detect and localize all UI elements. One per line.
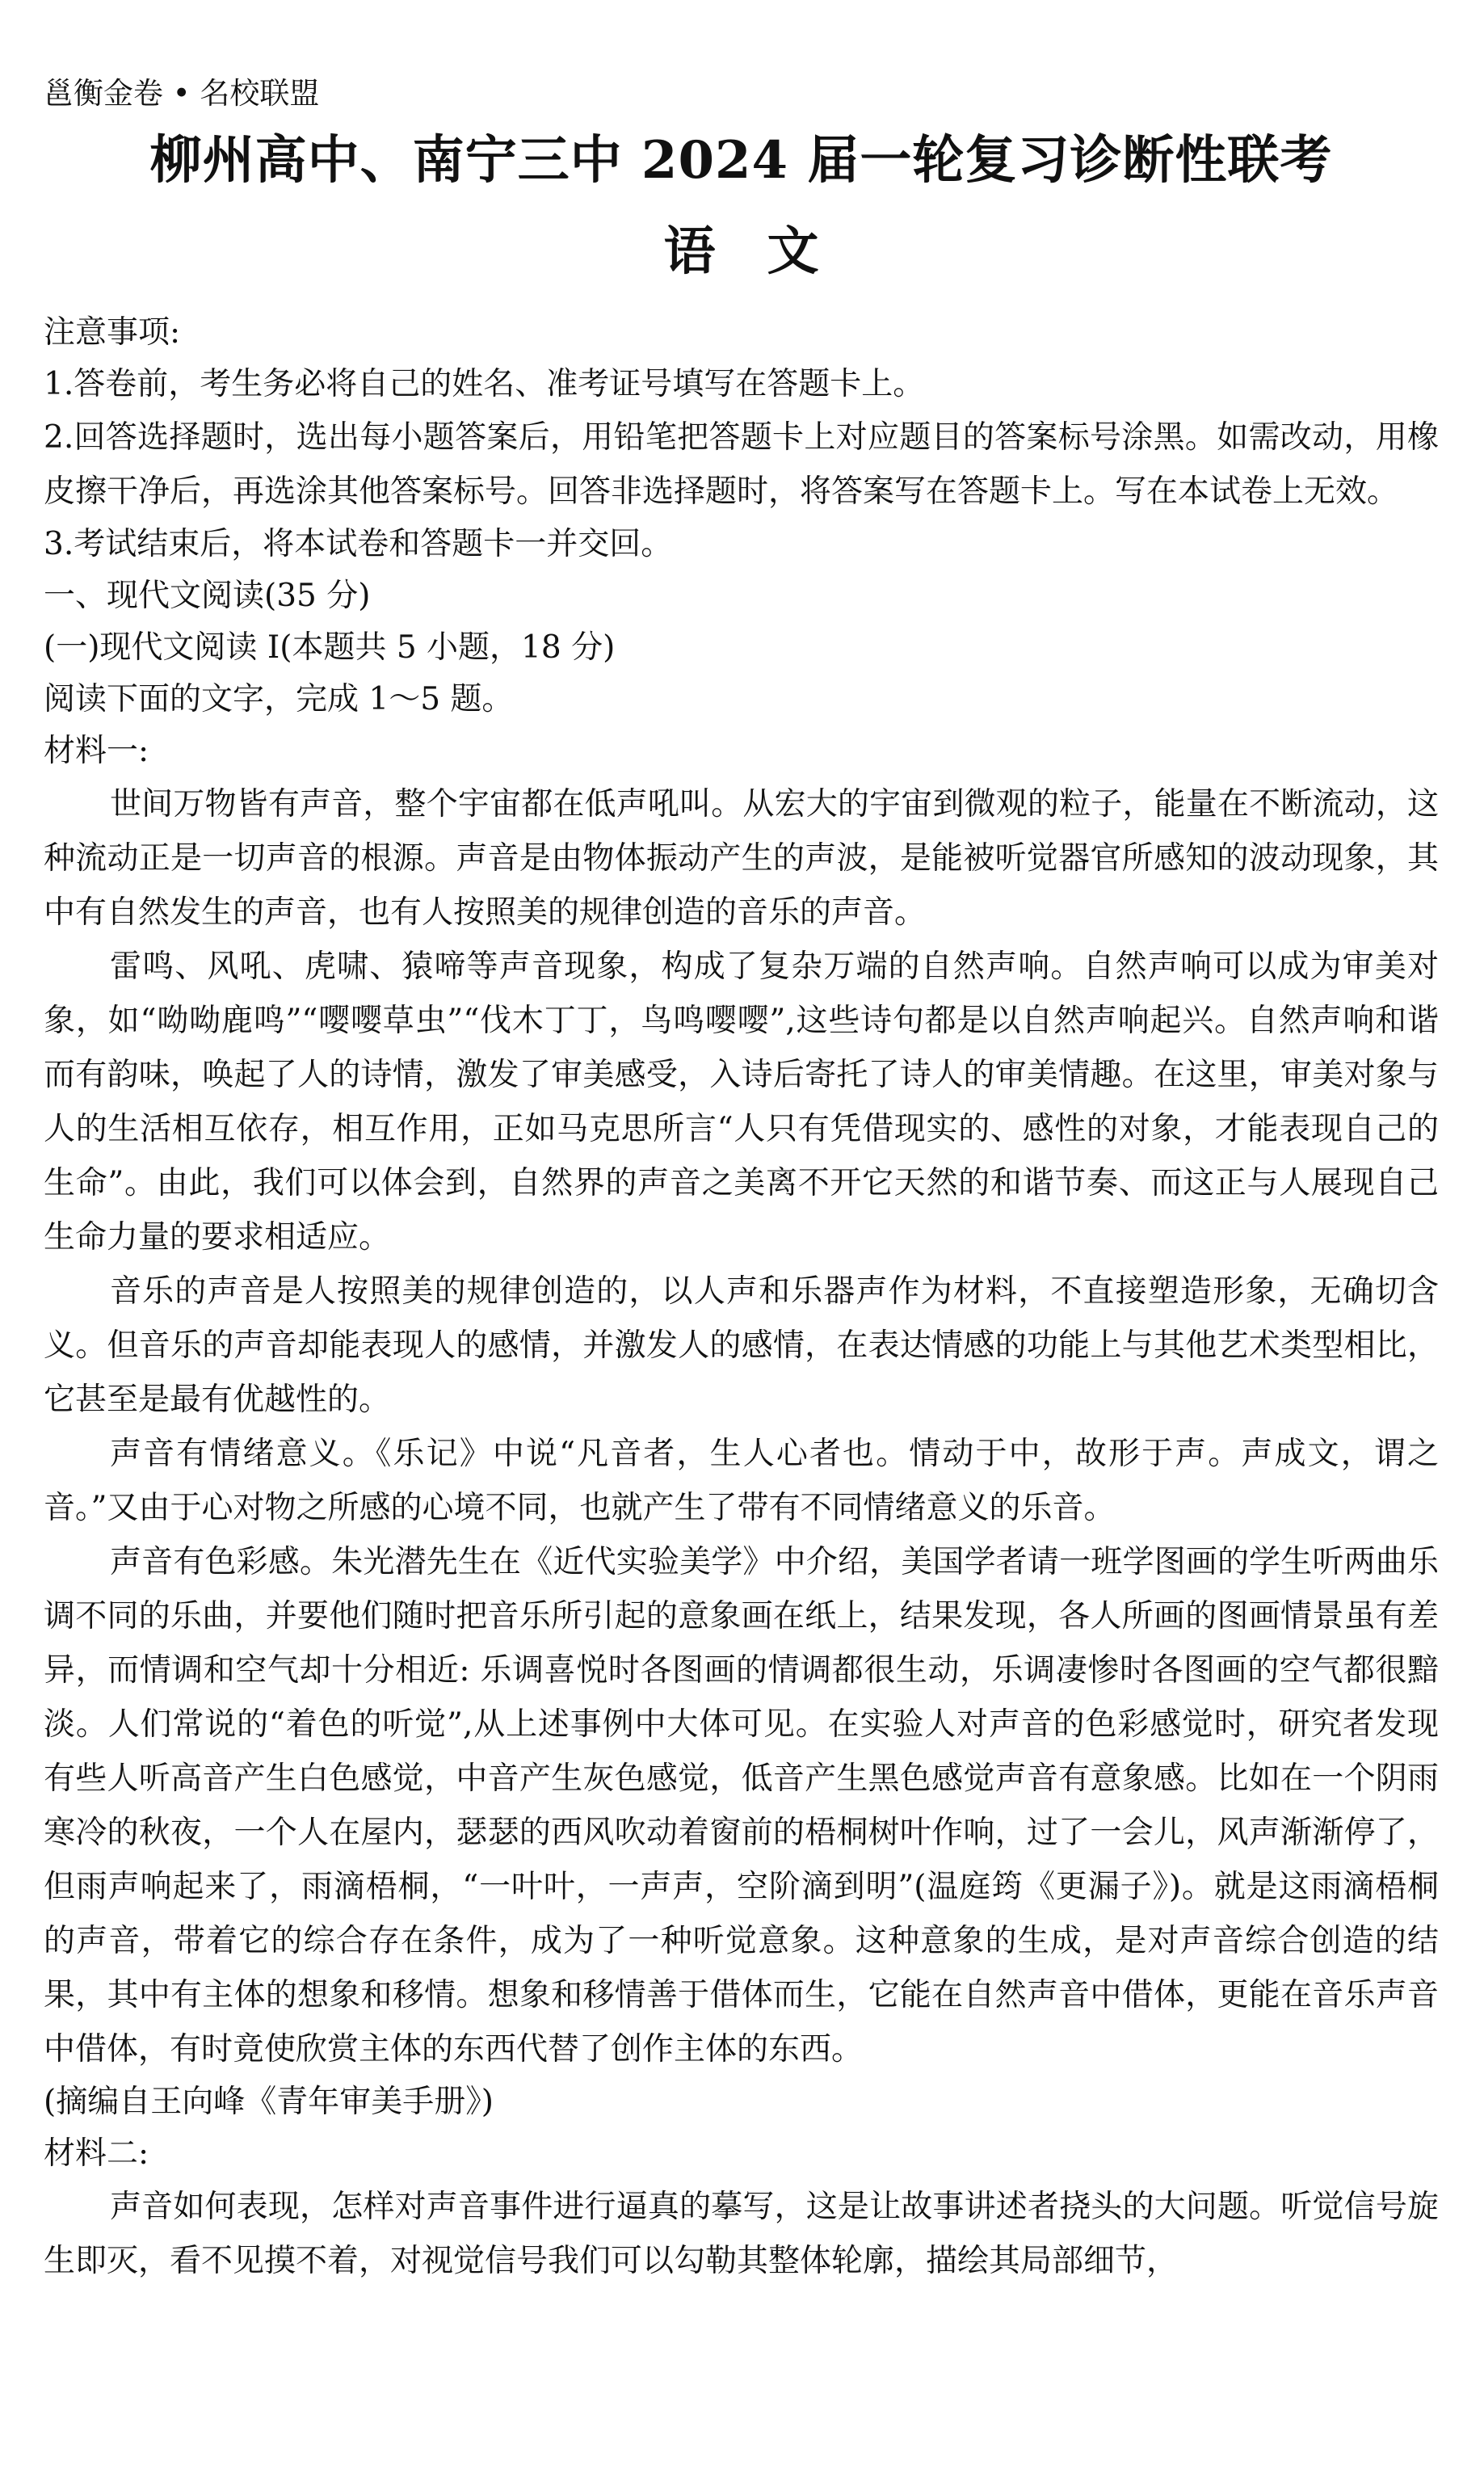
section-instruction: 阅读下面的文字，完成 1～5 题。 bbox=[44, 681, 514, 717]
material-1-paragraph: 音乐的声音是人按照美的规律创造的，以人声和乐器声作为材料，不直接塑造形象，无确切含义。但音乐的声音却能表现人的感情，并激发人的感情，在表达情感的功能上与其他艺术类型相比，它甚至是最有优越性的。 bbox=[44, 1273, 1439, 1418]
series-label: 邕衡金卷 • 名校联盟 bbox=[44, 76, 320, 111]
material-1-source: (摘编自王向峰《青年审美手册》) bbox=[44, 2084, 494, 2120]
material-1-paragraph: 世间万物皆有声音，整个宇宙都在低声吼叫。从宏大的宇宙到微观的粒子，能量在不断流动，这种流动正是一切声音的根源。声音是由物体振动产生的声波，是能被听觉器官所感知的波动现象，其中有自然发生的声音，也有人按照美的规律创造的音乐的声音。 bbox=[44, 786, 1439, 931]
material-2-label: 材料二: bbox=[44, 2135, 149, 2172]
material-1-paragraph: 声音有情绪意义。《乐记》中说“凡音者，生人心者也。情动于中，故形于声。声成文，谓之音。”又由于心对物之所感的心境不同，也就产生了带有不同情绪意义的乐音。 bbox=[44, 1436, 1439, 1526]
material-2-paragraph: 声音如何表现，怎样对声音事件进行逼真的摹写，这是让故事讲述者挠头的大问题。听觉信号旋生即灭，看不见摸不着，对视觉信号我们可以勾勒其整体轮廓，描绘其局部细节， bbox=[44, 2189, 1439, 2279]
material-1-paragraph: 雷鸣、风吼、虎啸、猿啼等声音现象，构成了复杂万端的自然声响。自然声响可以成为审美对象，如“呦呦鹿鸣”“嘤嘤草虫”“伐木丁丁，鸟鸣嘤嘤”,这些诗句都是以自然声响起兴。自然声响和谐而有韵味，唤起了人的诗情，激发了审美感受，入诗后寄托了诗人的审美情趣。在这里，审美对象与人的生活相互依存，相互作用，正如马克思所言“人只有凭借现实的、感性的对象，才能表现自己的生命”。由此，我们可以体会到，自然界的声音之美离不开它天然的和谐节奏、而这正与人展现自己生命力量的要求相适应。 bbox=[44, 949, 1439, 1256]
material-1-paragraph: 声音有色彩感。朱光潜先生在《近代实验美学》中介绍，美国学者请一班学图画的学生听两曲乐调不同的乐曲，并要他们随时把音乐所引起的意象画在纸上，结果发现，各人所画的图画情景虽有差异，而情调和空气却十分相近: 乐调喜悦时各图画的情调都很生动，乐调凄惨时各图画的空气都很黯淡。人们常说的“着色的听觉”,从上述事例中大体可见。在实验人对声音的色彩感觉时，研究者发现有些人听高音产生白色感觉，中音产生灰色感觉，低音产生黑色感觉声音有意象感。比如在一个阴雨寒冷的秋夜，一个人在屋内，瑟瑟的西风吹动着窗前的梧桐树叶作响，过了一会儿，风声渐渐停了，但雨声响起来了，雨滴梧桐，“一叶叶，一声声，空阶滴到明”(温庭筠《更漏子》)。就是这雨滴梧桐的声音，带着它的综合存在条件，成为了一种听觉意象。这种意象的生成，是对声音综合创造的结果，其中有主体的想象和移情。想象和移情善于借体而生，它能在自然声音中借体，更能在音乐声音中借体，有时竟使欣赏主体的东西代替了创作主体的东西。 bbox=[44, 1544, 1439, 2067]
notice-heading: 注意事项: bbox=[44, 314, 181, 351]
notice-item-2: 2.回答选择题时，选出每小题答案后，用铅笔把答题卡上对应题目的答案标号涂黑。如需改动，用橡皮擦干净后，再选涂其他答案标号。回答非选择题时，将答案写在答题卡上。写在本试卷上无效。 bbox=[44, 419, 1439, 510]
subject-title: 语文 bbox=[663, 221, 871, 282]
section-heading: 一、现代文阅读(35 分) bbox=[44, 578, 371, 614]
material-1-label: 材料一: bbox=[44, 733, 149, 769]
notice-item-1: 1.答卷前，考生务必将自己的姓名、准考证号填写在答题卡上。 bbox=[44, 366, 925, 402]
notice-item-3: 3.考试结束后，将本试卷和答题卡一并交回。 bbox=[44, 526, 673, 562]
exam-title: 柳州高中、南宁三中 2024 届一轮复习诊断性联考 bbox=[149, 130, 1333, 191]
section-subheading: (一)现代文阅读 I(本题共 5 小题，18 分) bbox=[44, 629, 616, 666]
